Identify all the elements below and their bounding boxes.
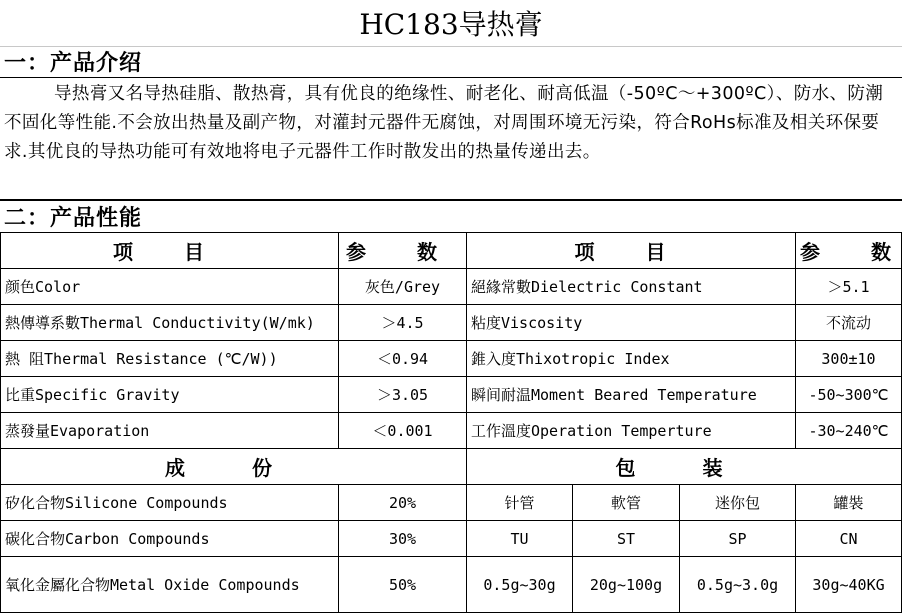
property-name: 工作溫度Operation Temperture [467, 413, 796, 449]
divider [0, 199, 902, 201]
compound-name: 氧化金屬化合物Metal Oxide Compounds [1, 557, 339, 613]
property-name: 絕緣常數Dielectric Constant [467, 269, 796, 305]
property-value: ＞4.5 [339, 305, 467, 341]
column-header: 项 目 [467, 233, 796, 269]
property-value: ＞5.1 [796, 269, 902, 305]
table-header-row [1, 233, 902, 269]
property-name: 粘度Viscosity [467, 305, 796, 341]
composition-header: 成 份 [1, 449, 467, 485]
pack-type: 迷你包 [680, 485, 796, 521]
performance-table [0, 232, 913, 449]
column-header: 项 目 [1, 233, 339, 269]
property-value: -50~300℃ [796, 377, 902, 413]
property-value: -30~240℃ [796, 413, 902, 449]
property-name: 熱 阻Thermal Resistance (℃/W)) [1, 341, 339, 377]
pack-code: CN [796, 521, 902, 557]
packaging-header: 包 装 [467, 449, 902, 485]
property-value: ＜0.001 [339, 413, 467, 449]
intro-paragraph: 导热膏又名导热硅脂、散热膏，具有优良的绝缘性、耐老化、耐高低温（-50ºC～+300ºC）、防水、防潮不固化等性能.不会放出热量及副产物，对灌封元器件无腐蚀，对周围环境无污染，符合RoHs标准及相关环保要求.其优良的导热功能可有效地将电子元器件工作时散发出的热量传递出去。 [4, 84, 884, 162]
compound-percent: 30% [339, 521, 467, 557]
compound-percent: 50% [339, 557, 467, 613]
table-row [1, 377, 902, 413]
table-header-row [1, 449, 902, 485]
property-value: ＜0.94 [339, 341, 467, 377]
property-value: 300±10 [796, 341, 902, 377]
property-value: ＞3.05 [339, 377, 467, 413]
compound-percent: 20% [339, 485, 467, 521]
table-row [1, 413, 902, 449]
column-header: 参 数 [796, 233, 902, 269]
section-heading-intro: 一：产品介绍 [4, 51, 143, 76]
table-row [1, 557, 902, 613]
pack-size: 0.5g~3.0g [680, 557, 796, 613]
table-row [1, 341, 902, 377]
pack-size: 20g~100g [573, 557, 680, 613]
property-value: 灰色/Grey [339, 269, 467, 305]
pack-code: TU [467, 521, 573, 557]
section-heading-performance: 二：产品性能 [4, 206, 143, 231]
table-row [1, 269, 902, 305]
divider [0, 77, 902, 78]
property-name: 蒸發量Evaporation [1, 413, 339, 449]
pack-code: ST [573, 521, 680, 557]
composition-packaging-table [0, 448, 902, 613]
document-title: HC183导热膏 [0, 0, 902, 47]
compound-name: 碳化合物Carbon Compounds [1, 521, 339, 557]
pack-type: 针管 [467, 485, 573, 521]
table-row [1, 305, 902, 341]
compound-name: 矽化合物Silicone Compounds [1, 485, 339, 521]
pack-size: 0.5g~30g [467, 557, 573, 613]
property-name: 瞬间耐温Moment Beared Temperature [467, 377, 796, 413]
pack-code: SP [680, 521, 796, 557]
pack-size: 30g~40KG [796, 557, 902, 613]
property-name: 颜色Color [1, 269, 339, 305]
table-row [1, 485, 902, 521]
property-value: 不流动 [796, 305, 902, 341]
property-name: 比重Specific Gravity [1, 377, 339, 413]
property-name: 錐入度Thixotropic Index [467, 341, 796, 377]
property-name: 熱傳導系數Thermal Conductivity(W/mk) [1, 305, 339, 341]
table-row [1, 521, 902, 557]
pack-type: 罐裝 [796, 485, 902, 521]
pack-type: 軟管 [573, 485, 680, 521]
column-header: 参 数 [339, 233, 467, 269]
